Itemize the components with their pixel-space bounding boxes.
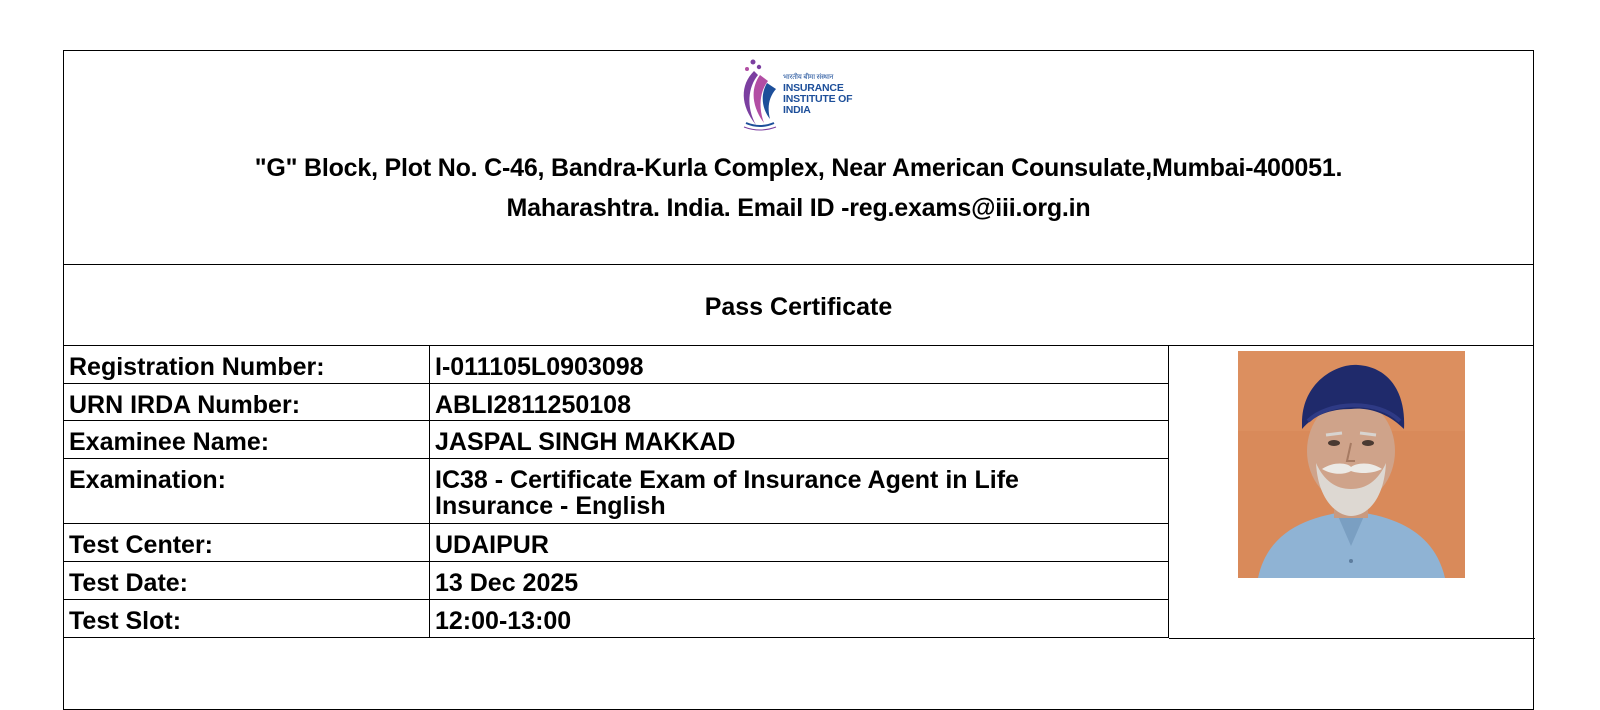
test-date-label: Test Date:: [64, 562, 430, 599]
registration-number-value: I-011105L0903098: [435, 353, 644, 381]
test-slot-value: 12:00-13:00: [435, 607, 572, 635]
table-row: [64, 384, 1168, 421]
address-line-1: "G" Block, Plot No. C-46, Bandra-Kurla Complex, Near American Counsulate,Mumbai-400051.: [254, 154, 1343, 182]
test-date-value: 13 Dec 2025: [435, 569, 579, 597]
logo-name-line2: INSTITUTE OF: [783, 93, 853, 105]
certificate-title: Pass Certificate: [704, 293, 893, 321]
logo-hindi-name: भारतीय बीमा संस्थान: [783, 74, 834, 81]
table-row: [64, 346, 1168, 384]
examinee-photo: [1238, 351, 1465, 578]
address-line-2: Maharashtra. India. Email ID -reg.exams@iii.org.in: [506, 194, 1091, 222]
test-center-value: UDAIPUR: [435, 531, 549, 559]
details-table: [64, 346, 1169, 638]
table-row: [64, 524, 1168, 562]
table-row: [64, 600, 1168, 638]
test-slot-label: Test Slot:: [64, 600, 430, 637]
examination-value: IC38 - Certificate Exam of Insurance Agent in Life Insurance - English: [435, 466, 1019, 520]
urn-irda-number-label: URN IRDA Number:: [64, 384, 430, 420]
institute-logo: [736, 57, 866, 135]
table-row: [64, 459, 1168, 524]
examination-label: Examination:: [64, 459, 430, 523]
examinee-portrait: [1238, 351, 1465, 578]
photo-cell: [1169, 346, 1535, 639]
flame-emblem-icon: [736, 57, 786, 135]
certificate-title-row: [64, 265, 1533, 346]
registration-number-label: Registration Number:: [64, 346, 430, 383]
certificate-frame: [63, 50, 1534, 710]
table-row: [64, 421, 1168, 459]
urn-irda-number-value: ABLI2811250108: [435, 391, 631, 419]
logo-name-line1: INSURANCE: [783, 82, 844, 94]
logo-wordmark: [783, 73, 852, 116]
logo-name-line3: INDIA: [783, 104, 811, 116]
table-row: [64, 562, 1168, 600]
examinee-name-value: JASPAL SINGH MAKKAD: [435, 428, 736, 456]
test-center-label: Test Center:: [64, 524, 430, 561]
examinee-name-label: Examinee Name:: [64, 421, 430, 458]
certificate-header: [64, 51, 1533, 265]
